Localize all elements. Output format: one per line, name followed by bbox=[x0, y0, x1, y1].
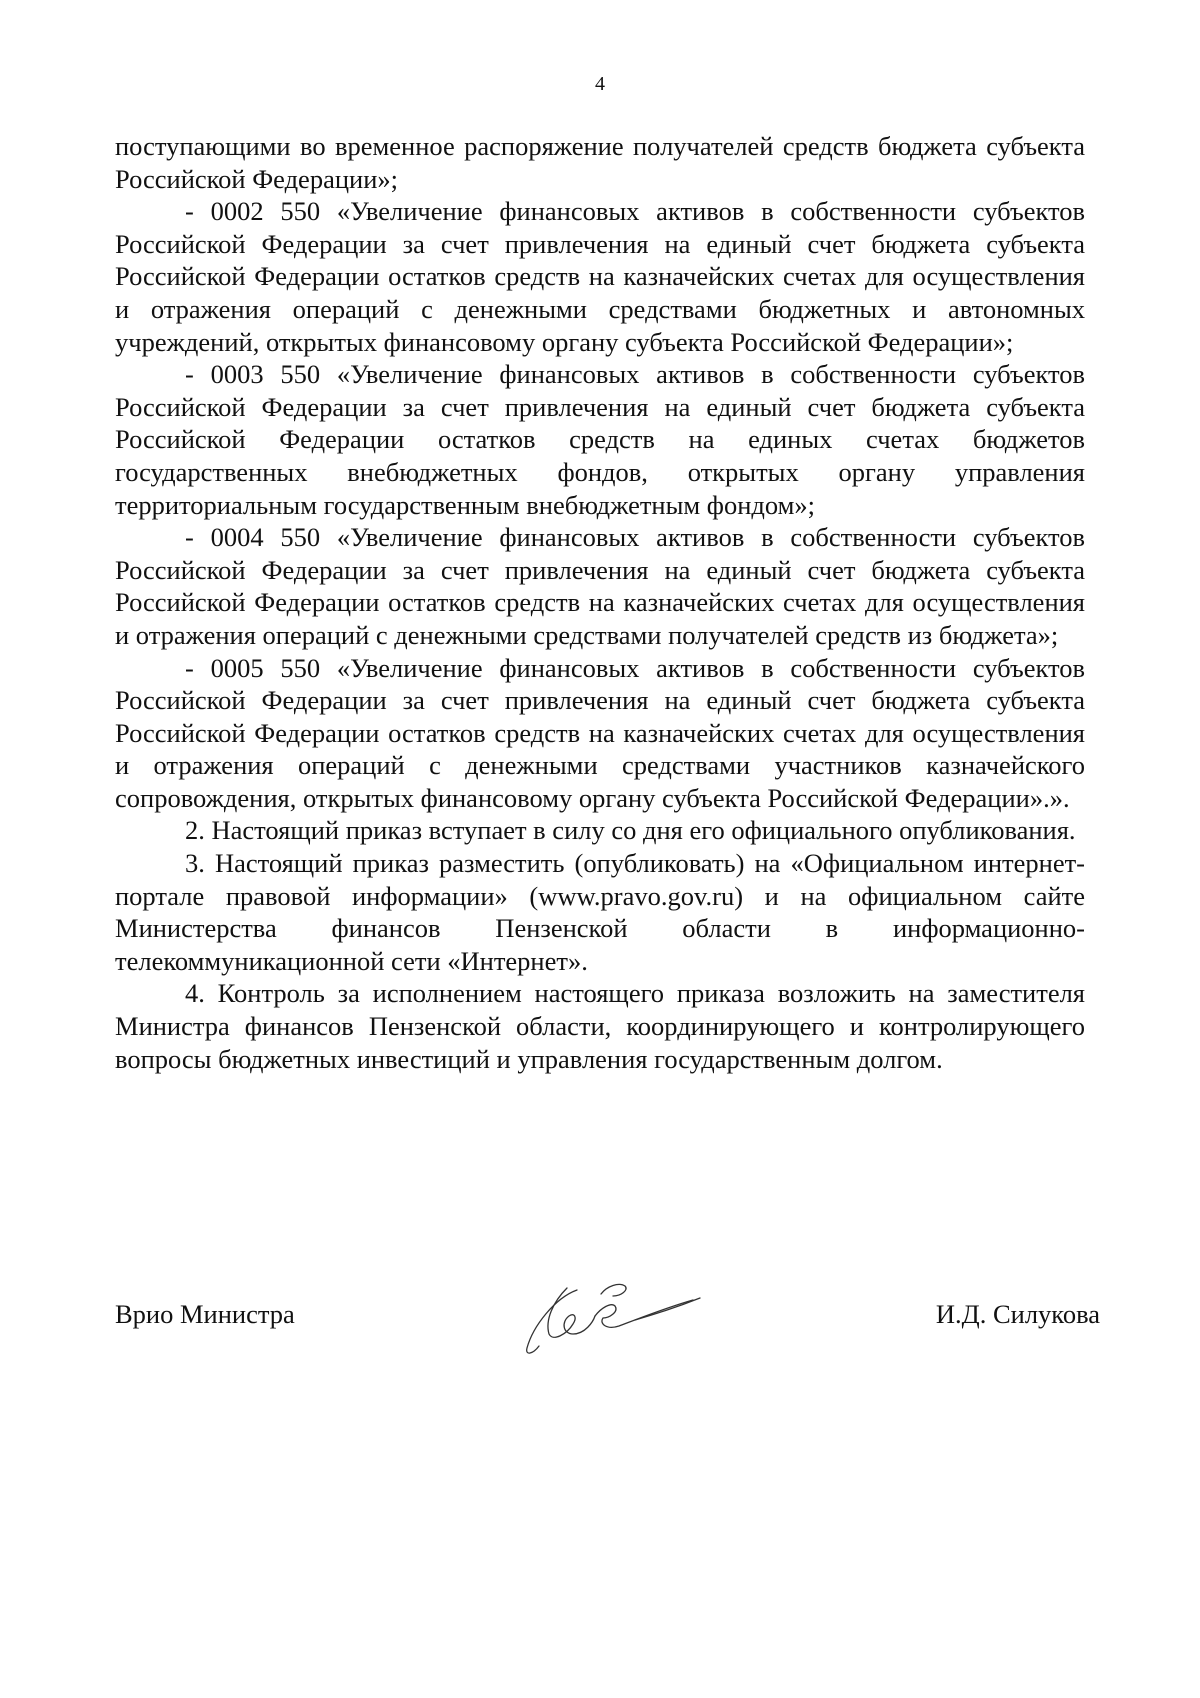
signature-block bbox=[115, 1298, 1100, 1398]
paragraph-3: - 0003 550 «Увеличение финансовых активов в собственности субъектов Российской Федерации за счет привлечения на единый счет бюджета субъекта Российской Федерации остатков средств на единых счетах бюджетов государственных внебюджетных фондов, открытых органу управления территориальным государственным внебюджетным фондом»; bbox=[115, 359, 1085, 520]
document-body bbox=[115, 130, 1085, 1075]
page-number: 4 bbox=[595, 73, 605, 95]
paragraph-8: 4. Контроль за исполнением настоящего приказа возложить на заместителя Министра финансов Пензенской области, координирующего и контролирующего вопросы бюджетных инвестиций и управления государственным долгом. bbox=[115, 978, 1085, 1074]
paragraph-7: 3. Настоящий приказ разместить (опубликовать) на «Официальном интернет-портале правовой информации» (www.pravo.gov.ru) и на официальном сайте Министерства финансов Пензенской области в информационно-телекоммуникационной сети «Интернет». bbox=[115, 848, 1085, 976]
handwritten-signature bbox=[515, 1268, 715, 1358]
paragraph-1: поступающими во временное распоряжение получателей средств бюджета субъекта Российской Федерации»; bbox=[115, 131, 1085, 194]
paragraph-2: - 0002 550 «Увеличение финансовых активов в собственности субъектов Российской Федерации за счет привлечения на единый счет бюджета субъекта Российской Федерации остатков средств на казначейских счетах для осуществления и отражения операций с денежными средствами бюджетных и автономных учреждений, открытых финансовому органу субъекта Российской Федерации»; bbox=[115, 196, 1085, 357]
paragraph-4: - 0004 550 «Увеличение финансовых активов в собственности субъектов Российской Федерации за счет привлечения на единый счет бюджета субъекта Российской Федерации остатков средств на казначейских счетах для осуществления и отражения операций с денежными средствами получателей средств из бюджета»; bbox=[115, 522, 1085, 650]
signer-title: Врио Министра bbox=[115, 1299, 295, 1329]
paragraph-5: - 0005 550 «Увеличение финансовых активов в собственности субъектов Российской Федерации за счет привлечения на единый счет бюджета субъекта Российской Федерации остатков средств на казначейских счетах для осуществления и отражения операций с денежными средствами участников казначейского сопровождения, открытых финансовому органу субъекта Российской Федерации».». bbox=[115, 652, 1085, 813]
signer-name: И.Д. Силукова bbox=[935, 1299, 1100, 1329]
paragraph-6: 2. Настоящий приказ вступает в силу со дня его официального опубликования. bbox=[185, 815, 1076, 846]
